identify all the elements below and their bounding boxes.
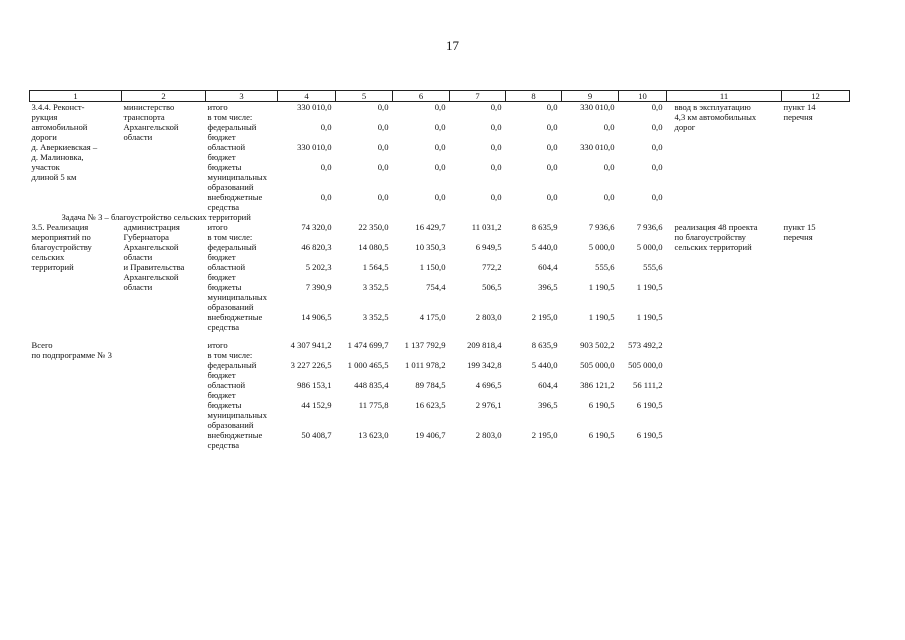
list-reference: пункт 14 перечня [783,102,816,122]
amount-cell [278,232,336,242]
amount-cell: 16 429,7 [415,222,446,232]
amount-cell: 0,0 [434,162,446,172]
amount-cell: 0,0 [377,122,389,132]
amount-cell: 1 137 792,9 [404,340,446,350]
header-row [30,91,850,102]
amount-cell: 1 000 465,5 [347,360,389,370]
amount-cell: 1 011 978,2 [404,360,446,370]
amount-cell [562,112,619,122]
amount-cell: 772,2 [482,262,502,272]
list-reference [782,340,850,450]
result-indicator [667,340,782,450]
amount-cell: 209 818,4 [467,340,502,350]
column-number: 11 [667,91,782,102]
amount-cell: 0,0 [603,122,615,132]
amount-cell: 903 502,2 [580,340,615,350]
amount-cell: 1 564,5 [362,262,389,272]
amount-cell: 604,4 [538,380,558,390]
amount-cell: 56 111,2 [633,380,663,390]
amount-cell [393,112,450,122]
amount-cell: 0,0 [490,102,502,112]
amount-cell: 0,0 [490,142,502,152]
program-table [29,90,850,450]
amount-cell: 0,0 [651,142,663,152]
column-number: 4 [278,91,336,102]
amount-cell: 0,0 [490,162,502,172]
amount-cell [506,232,562,242]
amount-cell [393,232,450,242]
row-spacer [30,332,850,340]
amount-cell: 5 440,0 [531,360,558,370]
amount-cell: 3 352,5 [362,282,389,292]
amount-cell: 5 000,0 [588,242,615,252]
funding-source: итого [207,340,228,350]
amount-cell: 555,6 [643,262,663,272]
event-name: Всего по подпрограмме № 3 [31,340,112,360]
amount-cell: 330 010,0 [580,142,615,152]
table-row [30,340,850,350]
amount-cell: 44 152,9 [301,400,332,410]
amount-cell: 199 342,8 [467,360,502,370]
amount-cell [336,350,393,360]
amount-cell: 1 190,5 [588,282,615,292]
amount-cell: 0,0 [546,142,558,152]
amount-cell: 14 080,5 [358,242,389,252]
amount-cell: 6 190,5 [636,430,663,440]
amount-cell: 0,0 [320,192,332,202]
amount-cell: 4 696,5 [475,380,502,390]
amount-cell: 0,0 [651,122,663,132]
column-number: 10 [619,91,667,102]
amount-cell: 0,0 [434,192,446,202]
column-number: 3 [206,91,278,102]
amount-cell: 1 150,0 [419,262,446,272]
funding-source: внебюджетные средства [207,430,263,450]
amount-cell [336,232,393,242]
column-number: 9 [562,91,619,102]
amount-cell: 555,6 [595,262,615,272]
amount-cell: 7 390,9 [305,282,332,292]
table-body [30,91,850,451]
funding-source: бюджеты муниципальных образований [207,400,267,430]
amount-cell: 2 195,0 [531,312,558,322]
event-name: 3.4.4. Реконст- рукция автомобильной дороги д. Аверкиевская – д. Малиновка, участок длиной 5 км [31,102,98,182]
amount-cell: 8 635,9 [531,222,558,232]
amount-cell [393,350,450,360]
amount-cell: 0,0 [320,122,332,132]
amount-cell: 0,0 [377,142,389,152]
amount-cell [336,112,393,122]
column-number: 5 [336,91,393,102]
amount-cell: 3 352,5 [362,312,389,322]
amount-cell: 2 976,1 [475,400,502,410]
executor [122,340,206,450]
amount-cell: 8 635,9 [531,340,558,350]
amount-cell: 1 474 699,7 [347,340,389,350]
amount-cell: 0,0 [490,192,502,202]
amount-cell: 2 195,0 [531,430,558,440]
page-number: 17 [446,38,459,53]
amount-cell: 396,5 [538,282,558,292]
funding-source: областной бюджет [207,380,246,400]
amount-cell [450,232,506,242]
amount-cell: 6 949,5 [475,242,502,252]
amount-cell: 46 820,3 [301,242,332,252]
amount-cell: 0,0 [546,162,558,172]
amount-cell: 386 121,2 [580,380,615,390]
funding-source: федеральный бюджет [207,122,257,142]
funding-source: областной бюджет [207,142,246,162]
amount-cell: 10 350,3 [415,242,446,252]
amount-cell: 7 936,6 [588,222,615,232]
amount-cell [506,112,562,122]
funding-source: областной бюджет [207,262,246,282]
amount-cell: 11 031,2 [471,222,502,232]
task-row [30,212,850,222]
amount-cell: 505 000,0 [628,360,663,370]
amount-cell: 6 190,5 [588,400,615,410]
amount-cell: 448 835,4 [354,380,389,390]
amount-cell: 506,5 [482,282,502,292]
funding-source: федеральный бюджет [207,360,257,380]
funding-source: в том числе: [207,232,253,242]
amount-cell: 5 440,0 [531,242,558,252]
spacer-cell [30,332,850,340]
amount-cell: 4 307 941,2 [290,340,332,350]
amount-cell: 0,0 [377,162,389,172]
funding-source: внебюджетные средства [207,192,263,212]
amount-cell: 0,0 [603,192,615,202]
amount-cell [562,232,619,242]
amount-cell: 74 320,0 [301,222,332,232]
amount-cell: 0,0 [546,102,558,112]
column-number: 8 [506,91,562,102]
amount-cell: 330 010,0 [580,102,615,112]
amount-cell: 6 190,5 [588,430,615,440]
executor: министерство транспорта Архангельской области [123,102,179,142]
column-number: 6 [393,91,450,102]
amount-cell [450,112,506,122]
amount-cell: 19 406,7 [415,430,446,440]
amount-cell: 2 803,0 [475,430,502,440]
funding-source: внебюджетные средства [207,312,263,332]
amount-cell: 5 202,3 [305,262,332,272]
amount-cell: 0,0 [651,192,663,202]
amount-cell [506,350,562,360]
list-reference: пункт 15 перечня [783,222,816,242]
event-name: 3.5. Реализация мероприятий по благоустройству сельских территорий [31,222,92,272]
amount-cell: 50 408,7 [301,430,332,440]
amount-cell [278,112,336,122]
amount-cell: 2 803,0 [475,312,502,322]
result-indicator: реализация 48 проекта по благоустройству сельских территорий [674,222,758,252]
amount-cell: 0,0 [651,162,663,172]
funding-source: бюджеты муниципальных образований [207,282,267,312]
amount-cell: 0,0 [546,122,558,132]
amount-cell: 330 010,0 [297,102,332,112]
amount-cell: 754,4 [426,282,446,292]
amount-cell [619,350,667,360]
amount-cell: 505 000,0 [580,360,615,370]
column-number: 7 [450,91,506,102]
column-number: 2 [122,91,206,102]
amount-cell: 5 000,0 [636,242,663,252]
amount-cell: 6 190,5 [636,400,663,410]
amount-cell: 1 190,5 [588,312,615,322]
amount-cell: 0,0 [377,102,389,112]
amount-cell: 396,5 [538,400,558,410]
result-indicator: ввод в эксплуатацию 4,3 км автомобильных дорог [674,102,757,132]
amount-cell: 1 190,5 [636,312,663,322]
amount-cell: 986 153,1 [297,380,332,390]
amount-cell [562,350,619,360]
amount-cell: 0,0 [377,192,389,202]
amount-cell: 0,0 [603,162,615,172]
amount-cell: 3 227 226,5 [290,360,332,370]
amount-cell: 0,0 [651,102,663,112]
amount-cell: 1 190,5 [636,282,663,292]
executor: администрация Губернатора Архангельской области и Правительства Архангельской области [123,222,185,292]
funding-source: бюджеты муниципальных образований [207,162,267,192]
table-row [30,222,850,232]
amount-cell: 11 775,8 [358,400,389,410]
amount-cell: 14 906,5 [301,312,332,322]
funding-source: в том числе: [207,112,253,122]
column-number: 1 [30,91,122,102]
amount-cell: 4 175,0 [419,312,446,322]
column-number: 12 [782,91,850,102]
funding-source: итого [207,102,228,112]
amount-cell: 0,0 [546,192,558,202]
amount-cell: 89 784,5 [415,380,446,390]
amount-cell: 0,0 [434,102,446,112]
funding-source: федеральный бюджет [207,242,257,262]
task-heading: Задача № 3 – благоустройство сельских территорий [61,212,251,222]
amount-cell: 604,4 [538,262,558,272]
amount-cell: 13 623,0 [358,430,389,440]
amount-cell: 573 492,2 [628,340,663,350]
table-row [30,102,850,113]
amount-cell: 0,0 [490,122,502,132]
amount-cell: 22 350,0 [358,222,389,232]
amount-cell: 7 936,6 [636,222,663,232]
amount-cell: 0,0 [434,142,446,152]
amount-cell [619,112,667,122]
amount-cell [278,350,336,360]
amount-cell: 330 010,0 [297,142,332,152]
amount-cell [450,350,506,360]
funding-source: в том числе: [207,350,253,360]
amount-cell: 0,0 [434,122,446,132]
amount-cell [619,232,667,242]
amount-cell: 16 623,5 [415,400,446,410]
funding-source: итого [207,222,228,232]
amount-cell: 0,0 [320,162,332,172]
